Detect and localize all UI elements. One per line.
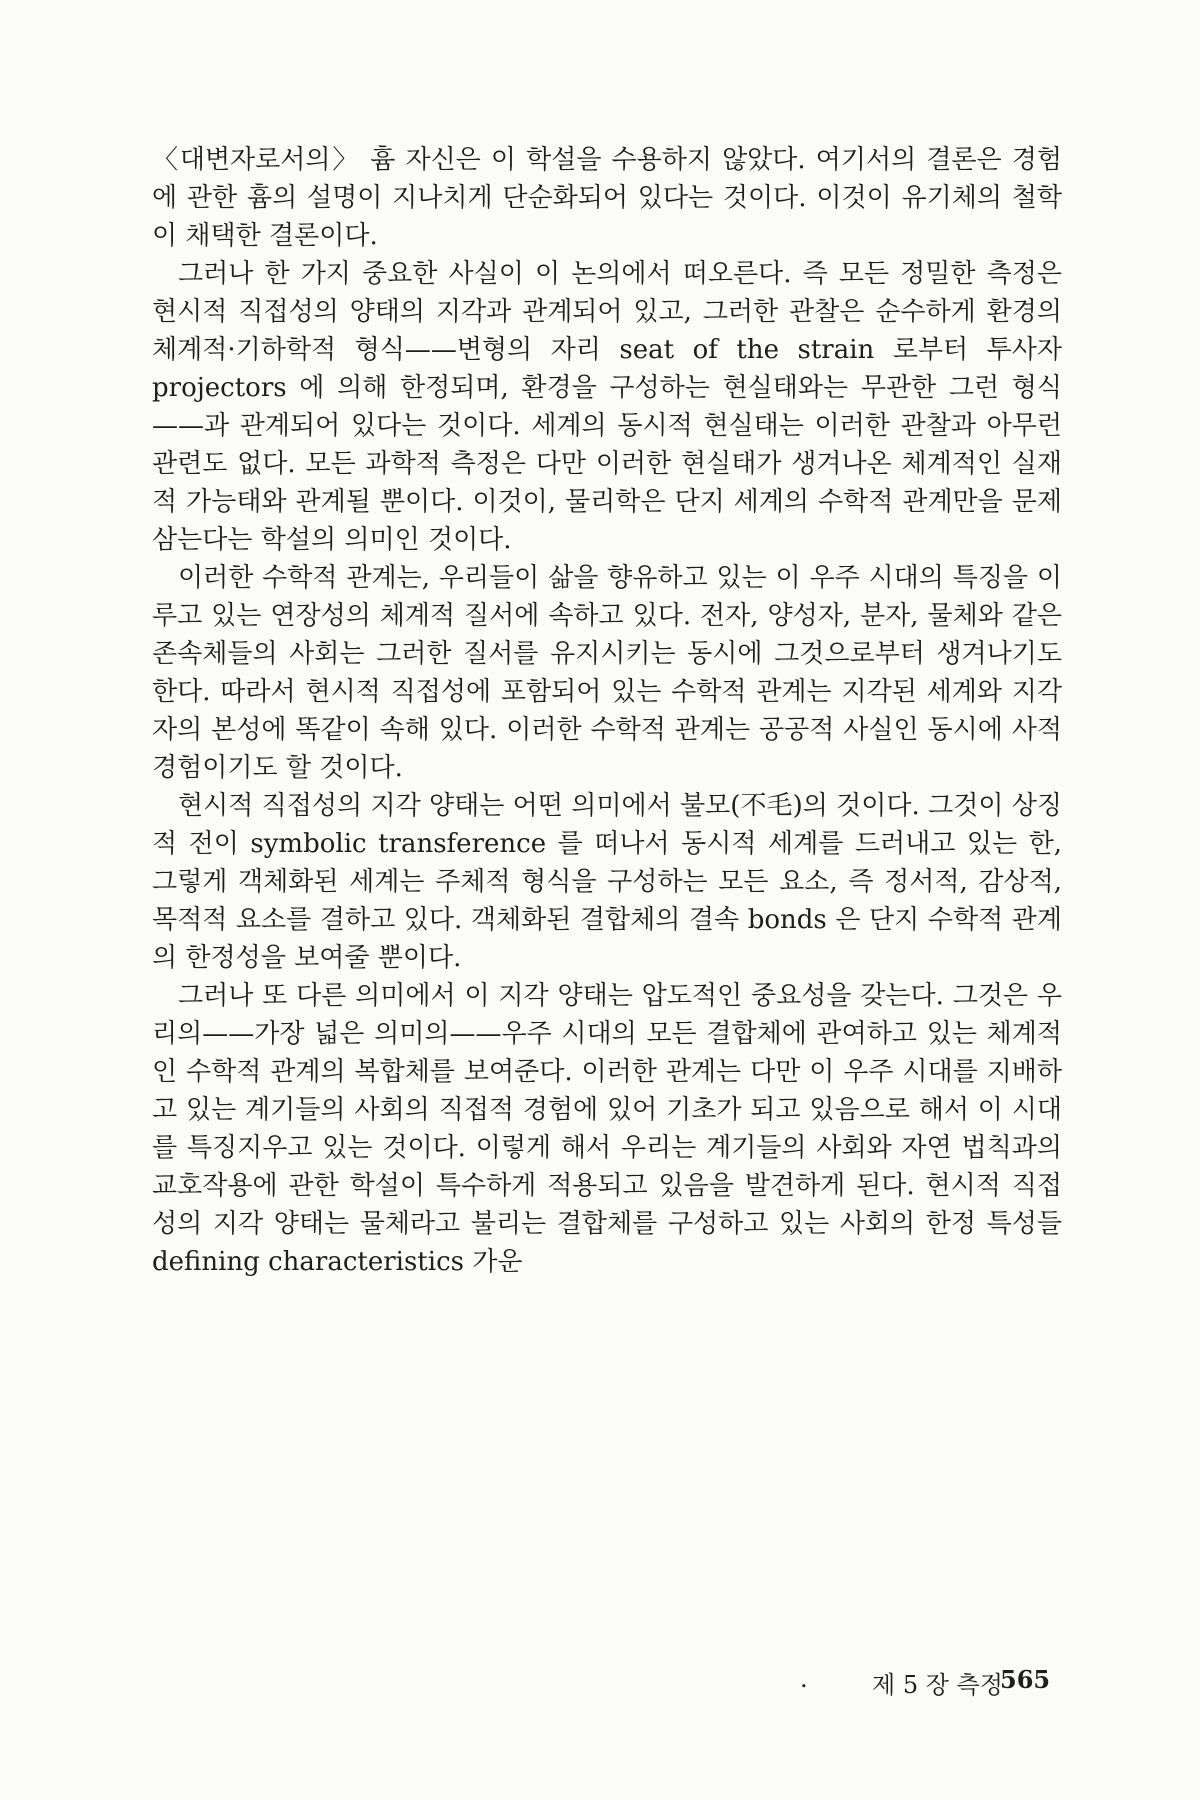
footer-mark: . xyxy=(800,1665,808,1693)
chapter-title: 제 5 장 측정 xyxy=(872,1671,1003,1699)
paragraph-5: 그러나 또 다른 의미에서 이 지각 양태는 압도적인 중요성을 갖는다. 그것은 우리의——가장 넓은 의미의——우주 시대의 모든 결합체에 관여하고 있는 체계적인 수학적 관계의 복합체를 보여준다. 이러한 관계는 다만 이 우주 시대를 지배하고 있는 계기들의 사회의 직접적 경험에 있어 기초가 되고 있음으로 해서 이 시대를 특징지우고 있는 것이다. 이렇게 해서 우리는 계기들의 사회와 자연 법칙과의 교호작용에 관한 학설이 특수하게 적용되고 있음을 발견하게 된다. 현시적 직접성의 지각 양태는 물체라고 불리는 결합체를 구성하고 있는 사회의 한정 특성들 defining characteristics 가운 xyxy=(152,981,1063,1277)
running-footer xyxy=(800,1665,1062,1701)
paragraph-3: 이러한 수학적 관계는, 우리들이 삶을 향유하고 있는 이 우주 시대의 특징을 이루고 있는 연장성의 체계적 질서에 속하고 있다. 전자, 양성자, 분자, 물체와 같은 존속체들의 사회는 그러한 질서를 유지시키는 동시에 그것으로부터 생겨나기도 한다. 따라서 현시적 직접성에 포함되어 있는 수학적 관계는 지각된 세계와 지각자의 본성에 똑같이 속해 있다. 이러한 수학적 관계는 공공적 사실인 동시에 사적 경험이기도 할 것이다. xyxy=(152,563,1062,783)
paragraph-1: 〈대변자로서의〉 흄 자신은 이 학설을 수용하지 않았다. 여기서의 결론은 경험에 관한 흄의 설명이 지나치게 단순화되어 있다는 것이다. 이것이 유기체의 철학이 채택한 결론이다. xyxy=(152,145,1062,251)
page-number: 565 xyxy=(1000,1665,1051,1694)
paragraph-4: 현시적 직접성의 지각 양태는 어떤 의미에서 불모(不毛)의 것이다. 그것이 상징적 전이 symbolic transference 를 떠나서 동시적 세계를 드러내고 있는 한, 그렇게 객체화된 세계는 주체적 형식을 구성하는 모든 요소, 즉 정서적, 감상적, 목적적 요소를 결하고 있다. 객체화된 결합체의 결속 bonds 은 단지 수학적 관계의 한정성을 보여줄 뿐이다. xyxy=(152,791,1062,973)
paragraph-2: 그러나 한 가지 중요한 사실이 이 논의에서 떠오른다. 즉 모든 정밀한 측정은 현시적 직접성의 양태의 지각과 관계되어 있고, 그러한 관찰은 순수하게 환경의 체계적·기하학적 형식——변형의 자리 seat of the strain 로부터 투사자 projectors 에 의해 한정되며, 환경을 구성하는 현실태와는 무관한 그런 형식——과 관계되어 있다는 것이다. 세계의 동시적 현실태는 이러한 관찰과 아무런 관련도 없다. 모든 과학적 측정은 다만 이러한 현실태가 생겨나온 체계적인 실재적 가능태와 관계될 뿐이다. 이것이, 물리학은 단지 세계의 수학적 관계만을 문제삼는다는 학설의 의미인 것이다. xyxy=(152,259,1062,555)
body-text xyxy=(152,141,1062,1281)
